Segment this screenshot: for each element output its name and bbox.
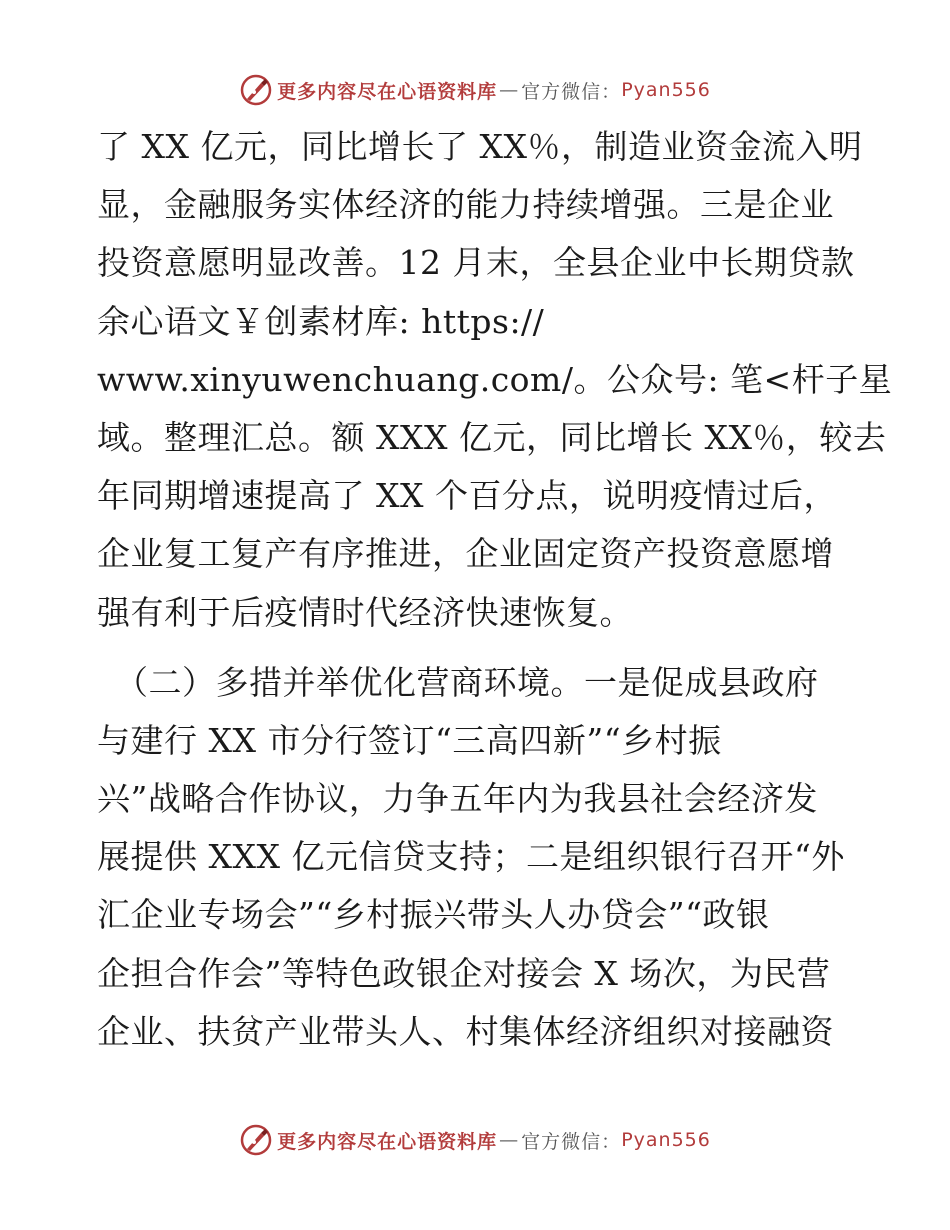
text-line: 企担合作会”等特色政银企对接会 X 场次，为民营: [97, 953, 831, 993]
text-line: 余心语文￥创素材库: https://: [97, 301, 545, 341]
text-line: 投资意愿明显改善。12 月末，全县企业中长期贷款: [97, 243, 855, 283]
paragraph-2: [97, 654, 857, 1061]
text-line: 域。整理汇总。额 XXX 亿元，同比增长 XX％，较去: [97, 417, 887, 457]
watermark-main-text: 更多内容尽在心语资料库: [277, 80, 498, 103]
text-line: www.xinyuwenchuang.com/。公众号: 笔<杆子星: [97, 359, 893, 399]
watermark-wechat-id: Pyan556: [621, 79, 711, 101]
document-body: [97, 118, 893, 1061]
text-line: 显，金融服务实体经济的能力持续增强。三是企业: [97, 185, 834, 225]
paragraph-1: [97, 118, 893, 642]
text-line: （二）多措并举优化营商环境。一是促成县政府: [115, 662, 819, 702]
text-line: 汇企业专场会”“乡村振兴带头人办贷会”“政银: [97, 895, 770, 935]
watermark-header: [0, 70, 950, 110]
text-line: 强有利于后疫情时代经济快速恢复。: [97, 592, 633, 632]
text-line: 年同期增速提高了 XX 个百分点，说明疫情过后，: [97, 476, 837, 516]
watermark-dash: —: [499, 79, 520, 101]
watermark-dash: —: [499, 1129, 520, 1151]
watermark-wechat-id: Pyan556: [621, 1129, 711, 1151]
text-line: 展提供 XXX 亿元信贷支持；二是组织银行召开“外: [97, 837, 845, 877]
watermark-main-text: 更多内容尽在心语资料库: [277, 1130, 498, 1153]
text-line: 企业、扶贫产业带头人、村集体经济组织对接融资: [97, 1011, 834, 1051]
text-line: 兴”战略合作协议，力争五年内为我县社会经济发: [97, 779, 818, 819]
watermark-label: 官方微信：: [521, 80, 622, 103]
watermark-label: 官方微信：: [521, 1130, 622, 1153]
pen-logo-icon: [239, 1123, 273, 1157]
text-line: 与建行 XX 市分行签订“三高四新”“乡村振: [97, 720, 722, 760]
pen-logo-icon: [239, 73, 273, 107]
text-line: 企业复工复产有序推进，企业固定资产投资意愿增: [97, 534, 834, 574]
watermark-footer: [0, 1120, 950, 1160]
paragraph-gap: [97, 642, 857, 654]
text-line: 了 XX 亿元，同比增长了 XX％，制造业资金流入明: [97, 127, 863, 166]
